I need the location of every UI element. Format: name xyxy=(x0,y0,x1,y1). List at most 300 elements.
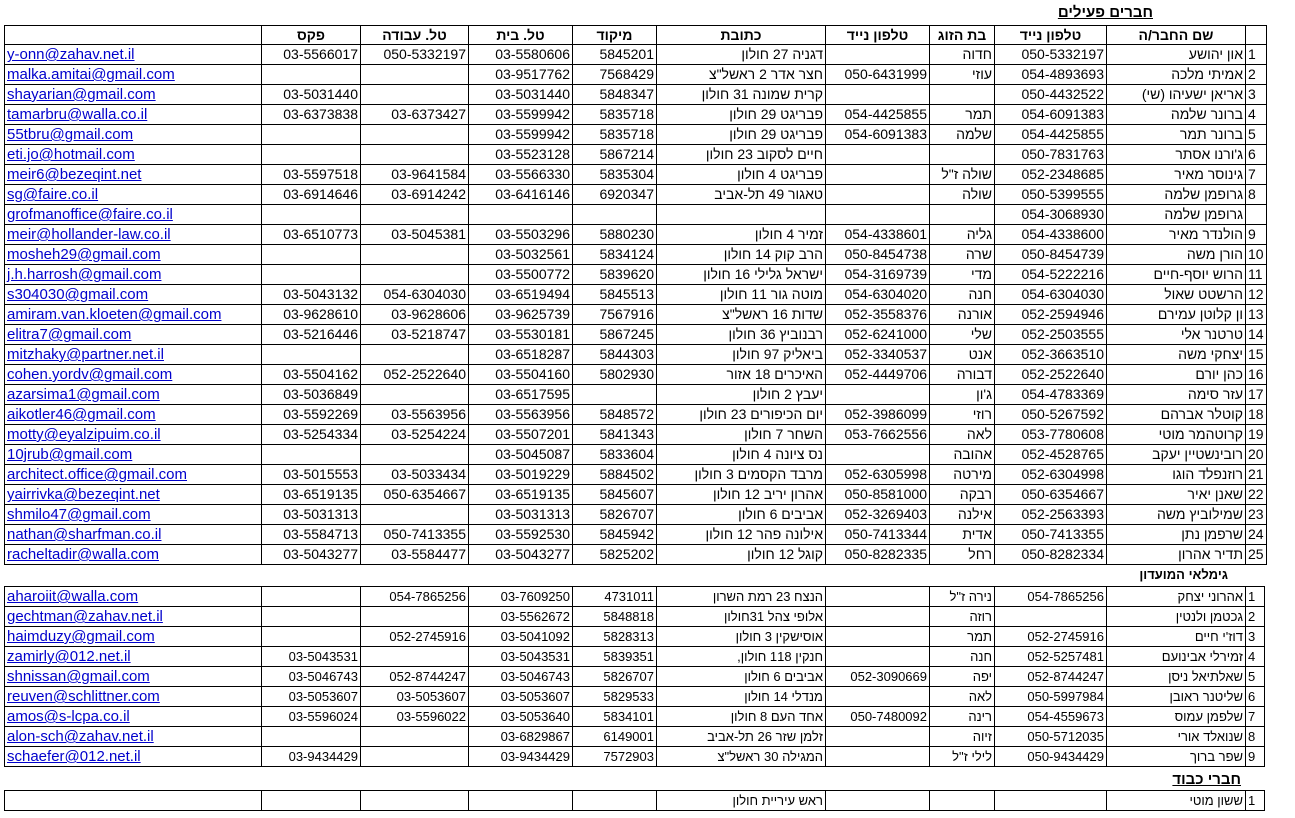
zip-cell xyxy=(573,385,657,405)
row-number-cell: 12 xyxy=(1246,285,1267,305)
home-phone-cell: 03-5043531 xyxy=(469,647,573,667)
member-row xyxy=(5,365,1267,385)
veteran-row xyxy=(5,627,1265,647)
work-phone-cell xyxy=(361,345,469,365)
email-cell[interactable]: j.h.harrosh@gmail.com xyxy=(5,265,262,285)
zip-cell: 5834101 xyxy=(573,707,657,727)
row-number-cell: 25 xyxy=(1246,545,1267,565)
member-row xyxy=(5,325,1267,345)
work-phone-cell: 054-7865256 xyxy=(361,587,469,607)
zip-cell: 5884502 xyxy=(573,465,657,485)
mobile-cell: 050-5997984 xyxy=(995,687,1107,707)
spouse-mobile-cell: 052-6241000 xyxy=(826,325,930,345)
email-cell[interactable]: eti.jo@hotmail.com xyxy=(5,145,262,165)
row-number-cell: 1 xyxy=(1246,45,1267,65)
address-cell: אחד העם 8 חולון xyxy=(657,707,826,727)
fax-cell: 03-5596024 xyxy=(262,707,361,727)
address-cell: אוסישקין 3 חולון xyxy=(657,627,826,647)
zip-cell: 5839620 xyxy=(573,265,657,285)
fax-cell xyxy=(262,145,361,165)
home-phone-cell: 03-5503296 xyxy=(469,225,573,245)
mobile-cell: 052-2522640 xyxy=(995,365,1107,385)
address-cell: ישראל גלילי 16 חולון xyxy=(657,265,826,285)
member-row xyxy=(5,445,1267,465)
spouse-mobile-cell: 054-4338601 xyxy=(826,225,930,245)
name-cell: זמירלי אבינועם xyxy=(1107,647,1246,667)
address-cell: ראש עיריית חולון xyxy=(657,791,826,811)
name-cell: אהרוני יצחק xyxy=(1107,587,1246,607)
work-phone-cell: 03-5596022 xyxy=(361,707,469,727)
row-number-cell: 8 xyxy=(1246,727,1265,747)
zip-cell: 5845513 xyxy=(573,285,657,305)
fax-cell: 03-5031440 xyxy=(262,85,361,105)
email-cell[interactable]: mitzhaky@partner.net.il xyxy=(5,345,262,365)
row-number-cell: 1 xyxy=(1246,587,1265,607)
honorary-row xyxy=(5,791,1265,811)
home-phone-cell: 03-5599942 xyxy=(469,105,573,125)
home-phone-cell: 03-9517762 xyxy=(469,65,573,85)
home-phone-cell: 03-5031440 xyxy=(469,85,573,105)
veterans-title: גימלאי המועדון xyxy=(1139,567,1228,582)
email-cell[interactable]: grofmanoffice@faire.co.il xyxy=(5,205,262,225)
email-cell[interactable]: malka.amitai@gmail.com xyxy=(5,65,262,85)
spouse-cell: חדוה xyxy=(930,45,995,65)
spouse-mobile-cell xyxy=(826,185,930,205)
zip-cell: 5835718 xyxy=(573,105,657,125)
email-cell[interactable]: y-onn@zahav.net.il xyxy=(5,45,262,65)
row-number-cell: 9 xyxy=(1246,747,1265,767)
mobile-cell: 054-4338600 xyxy=(995,225,1107,245)
mobile-cell: 054-4783369 xyxy=(995,385,1107,405)
row-number-cell: 9 xyxy=(1246,225,1267,245)
member-row xyxy=(5,545,1267,565)
honorary-table xyxy=(4,790,1265,811)
member-row xyxy=(5,405,1267,425)
zip-cell: 5802930 xyxy=(573,365,657,385)
address-cell: הרב קוק 14 חולון xyxy=(657,245,826,265)
member-row xyxy=(5,305,1267,325)
mobile-cell: 054-4893693 xyxy=(995,65,1107,85)
home-phone-cell: 03-6519494 xyxy=(469,285,573,305)
address-cell: קרית שמונה 31 חולון xyxy=(657,85,826,105)
name-cell: גרופמן שלמה xyxy=(1107,205,1246,225)
mobile-cell: 054-3068930 xyxy=(995,205,1107,225)
spouse-cell: חנה xyxy=(930,647,995,667)
header-spouse: בת הזוג xyxy=(930,26,995,45)
zip-cell: 5848818 xyxy=(573,607,657,627)
spouse-cell xyxy=(930,85,995,105)
member-row xyxy=(5,525,1267,545)
work-phone-cell: 050-7413355 xyxy=(361,525,469,545)
fax-cell: 03-5031313 xyxy=(262,505,361,525)
email-cell[interactable]: mosheh29@gmail.com xyxy=(5,245,262,265)
member-row xyxy=(5,125,1267,145)
zip-cell: 5825202 xyxy=(573,545,657,565)
email-cell[interactable]: cohen.yordv@gmail.com xyxy=(5,365,262,385)
name-cell: גרופמן שלמה xyxy=(1107,185,1246,205)
address-cell: מרבד הקסמים 3 חולון xyxy=(657,465,826,485)
member-row xyxy=(5,245,1267,265)
spouse-mobile-cell xyxy=(826,165,930,185)
email-cell[interactable]: amiram.van.kloeten@gmail.com xyxy=(5,305,262,325)
mobile-cell: 050-5267592 xyxy=(995,405,1107,425)
email-cell[interactable]: azarsima1@gmail.com xyxy=(5,385,262,405)
fax-cell xyxy=(262,727,361,747)
row-number-cell: 6 xyxy=(1246,687,1265,707)
fax-cell xyxy=(262,265,361,285)
email-cell[interactable]: aikotler46@gmail.com xyxy=(5,405,262,425)
veteran-row xyxy=(5,707,1265,727)
zip-cell: 5880230 xyxy=(573,225,657,245)
zip-cell: 5844303 xyxy=(573,345,657,365)
row-number-cell: 22 xyxy=(1246,485,1267,505)
header-home-phone: טל. בית xyxy=(469,26,573,45)
spouse-mobile-cell: 054-3169739 xyxy=(826,265,930,285)
fax-cell: 03-6914646 xyxy=(262,185,361,205)
email-cell[interactable]: gechtman@zahav.net.il xyxy=(5,607,262,627)
fax-cell: 03-5053607 xyxy=(262,687,361,707)
header-zip: מיקוד xyxy=(573,26,657,45)
name-cell: שמילוביץ משה xyxy=(1107,505,1246,525)
name-cell: קרוטהמר מוטי xyxy=(1107,425,1246,445)
zip-cell: 5834124 xyxy=(573,245,657,265)
name-cell: הולנדר מאיר xyxy=(1107,225,1246,245)
email-cell[interactable]: schaefer@012.net.il xyxy=(5,747,262,767)
active-members-table xyxy=(4,25,1267,565)
name-cell: אמיתי מלכה xyxy=(1107,65,1246,85)
spouse-cell: רבקה xyxy=(930,485,995,505)
row-number-cell: 17 xyxy=(1246,385,1267,405)
mobile-cell: 052-2348685 xyxy=(995,165,1107,185)
spouse-cell: מירטה xyxy=(930,465,995,485)
work-phone-cell: 050-5332197 xyxy=(361,45,469,65)
name-cell: ג'ורנו אסתר xyxy=(1107,145,1246,165)
spouse-cell xyxy=(930,791,995,811)
email-cell[interactable]: meir@hollander-law.co.il xyxy=(5,225,262,245)
zip-cell: 5867214 xyxy=(573,145,657,165)
fax-cell: 03-5597518 xyxy=(262,165,361,185)
row-number-cell: 16 xyxy=(1246,365,1267,385)
fax-cell: 03-5254334 xyxy=(262,425,361,445)
fax-cell: 03-5592269 xyxy=(262,405,361,425)
zip-cell: 5845607 xyxy=(573,485,657,505)
mobile-cell: 050-8454739 xyxy=(995,245,1107,265)
work-phone-cell: 03-5254224 xyxy=(361,425,469,445)
mobile-cell: 054-6304030 xyxy=(995,285,1107,305)
zip-cell: 5867245 xyxy=(573,325,657,345)
email-cell[interactable]: 10jrub@gmail.com xyxy=(5,445,262,465)
address-cell: רבנוביץ 36 חולון xyxy=(657,325,826,345)
row-number-cell: 24 xyxy=(1246,525,1267,545)
email-cell[interactable]: alon-sch@zahav.net.il xyxy=(5,727,262,747)
work-phone-cell: 03-6914242 xyxy=(361,185,469,205)
home-phone-cell: 03-5041092 xyxy=(469,627,573,647)
row-number-cell: 18 xyxy=(1246,405,1267,425)
spouse-mobile-cell: 054-4425855 xyxy=(826,105,930,125)
work-phone-cell xyxy=(361,265,469,285)
mobile-cell: 053-7780608 xyxy=(995,425,1107,445)
mobile-cell xyxy=(995,607,1107,627)
email-cell[interactable]: sg@faire.co.il xyxy=(5,185,262,205)
row-number-cell: 14 xyxy=(1246,325,1267,345)
address-cell: נס ציונה 4 חולון xyxy=(657,445,826,465)
zip-cell: 4731011 xyxy=(573,587,657,607)
email-cell[interactable]: racheltadir@walla.com xyxy=(5,545,262,565)
address-cell: טאגור 49 תל-אביב xyxy=(657,185,826,205)
address-cell: אלופי צהל 31חולון xyxy=(657,607,826,627)
name-cell: שרפמן נתן xyxy=(1107,525,1246,545)
spouse-cell: אהובה xyxy=(930,445,995,465)
address-cell: פבריגט 29 חולון xyxy=(657,125,826,145)
name-cell: שלפמן עמוס xyxy=(1107,707,1246,727)
fax-cell: 03-6373838 xyxy=(262,105,361,125)
fax-cell: 03-9434429 xyxy=(262,747,361,767)
work-phone-cell: 052-2522640 xyxy=(361,365,469,385)
home-phone-cell: 03-6829867 xyxy=(469,727,573,747)
home-phone-cell: 03-5031313 xyxy=(469,505,573,525)
zip-cell xyxy=(573,205,657,225)
fax-cell: 03-6510773 xyxy=(262,225,361,245)
row-number-cell: 13 xyxy=(1246,305,1267,325)
row-number-cell: 2 xyxy=(1246,65,1267,85)
active-members-title: חברים פעילים xyxy=(1057,4,1153,21)
row-number-cell: 3 xyxy=(1246,627,1265,647)
mobile-cell: 052-2563393 xyxy=(995,505,1107,525)
work-phone-cell xyxy=(361,727,469,747)
home-phone-cell: 03-5053607 xyxy=(469,687,573,707)
zip-cell: 6149001 xyxy=(573,727,657,747)
name-cell: שפר ברוך xyxy=(1107,747,1246,767)
email-cell[interactable]: shmilo47@gmail.com xyxy=(5,505,262,525)
address-cell: זלמן שזר 26 תל-אביב xyxy=(657,727,826,747)
spouse-mobile-cell: 054-6304020 xyxy=(826,285,930,305)
spouse-mobile-cell: 050-8581000 xyxy=(826,485,930,505)
name-cell: הרשטט שאול xyxy=(1107,285,1246,305)
spouse-mobile-cell xyxy=(826,45,930,65)
fax-cell: 03-5015553 xyxy=(262,465,361,485)
fax-cell xyxy=(262,345,361,365)
row-number-cell: 4 xyxy=(1246,647,1265,667)
work-phone-cell xyxy=(361,791,469,811)
name-cell: און יהושע xyxy=(1107,45,1246,65)
member-row xyxy=(5,345,1267,365)
spouse-cell: חנה xyxy=(930,285,995,305)
spouse-mobile-cell: 052-4449706 xyxy=(826,365,930,385)
home-phone-cell xyxy=(469,791,573,811)
address-cell: קוגל 12 חולון xyxy=(657,545,826,565)
name-cell: קוטלר אברהם xyxy=(1107,405,1246,425)
address-cell: המגילה 30 ראשל"צ xyxy=(657,747,826,767)
spouse-mobile-cell xyxy=(826,85,930,105)
zip-cell: 5826707 xyxy=(573,505,657,525)
mobile-cell: 052-8744247 xyxy=(995,667,1107,687)
email-cell[interactable]: motty@eyalzipuim.co.il xyxy=(5,425,262,445)
spouse-mobile-cell xyxy=(826,587,930,607)
row-number-cell: 11 xyxy=(1246,265,1267,285)
row-number-cell: 8 xyxy=(1246,185,1267,205)
address-cell: יום הכיפורים 23 חולון xyxy=(657,405,826,425)
mobile-cell: 052-3663510 xyxy=(995,345,1107,365)
spouse-mobile-cell: 052-3090669 xyxy=(826,667,930,687)
name-cell: שנואלד אורי xyxy=(1107,727,1246,747)
mobile-cell: 054-4425855 xyxy=(995,125,1107,145)
fax-cell: 03-5046743 xyxy=(262,667,361,687)
header-email xyxy=(5,26,262,45)
row-number-cell: 21 xyxy=(1246,465,1267,485)
work-phone-cell: 03-5045381 xyxy=(361,225,469,245)
email-cell[interactable]: zamirly@012.net.il xyxy=(5,647,262,667)
spouse-mobile-cell: 052-3558376 xyxy=(826,305,930,325)
fax-cell xyxy=(262,65,361,85)
name-cell: יצחקי משה xyxy=(1107,345,1246,365)
email-cell[interactable]: 55tbru@gmail.com xyxy=(5,125,262,145)
work-phone-cell: 03-5584477 xyxy=(361,545,469,565)
row-number-cell: 20 xyxy=(1246,445,1267,465)
mobile-cell: 050-5712035 xyxy=(995,727,1107,747)
spouse-mobile-cell: 050-7413344 xyxy=(826,525,930,545)
spouse-cell: נירה ז"ל xyxy=(930,587,995,607)
row-number-cell: 4 xyxy=(1246,105,1267,125)
work-phone-cell: 03-5218747 xyxy=(361,325,469,345)
email-cell[interactable]: amos@s-lcpa.co.il xyxy=(5,707,262,727)
zip-cell: 5839351 xyxy=(573,647,657,667)
address-cell: דגניה 27 חולון xyxy=(657,45,826,65)
spouse-cell: רוזה xyxy=(930,607,995,627)
mobile-cell: 052-2503555 xyxy=(995,325,1107,345)
spouse-mobile-cell xyxy=(826,727,930,747)
spouse-mobile-cell xyxy=(826,687,930,707)
address-cell: חצר אדר 2 ראשל"צ xyxy=(657,65,826,85)
fax-cell: 03-5036849 xyxy=(262,385,361,405)
spouse-mobile-cell xyxy=(826,791,930,811)
spouse-mobile-cell xyxy=(826,647,930,667)
spouse-cell: רוזי xyxy=(930,405,995,425)
fax-cell xyxy=(262,627,361,647)
work-phone-cell xyxy=(361,205,469,225)
spouse-cell: אילנה xyxy=(930,505,995,525)
fax-cell: 03-5216446 xyxy=(262,325,361,345)
address-cell: מוטה גור 11 חולון xyxy=(657,285,826,305)
work-phone-cell: 052-2745916 xyxy=(361,627,469,647)
header-row xyxy=(5,26,1267,45)
email-cell[interactable]: reuven@schlittner.com xyxy=(5,687,262,707)
spouse-cell: מדי xyxy=(930,265,995,285)
veteran-row xyxy=(5,587,1265,607)
member-row xyxy=(5,145,1267,165)
spouse-cell xyxy=(930,145,995,165)
work-phone-cell: 03-9641584 xyxy=(361,165,469,185)
work-phone-cell: 052-8744247 xyxy=(361,667,469,687)
address-cell: שדות 16 ראשל"צ xyxy=(657,305,826,325)
zip-cell: 5845201 xyxy=(573,45,657,65)
address-cell: פבריגט 4 חולון xyxy=(657,165,826,185)
email-cell[interactable]: nathan@sharfman.co.il xyxy=(5,525,262,545)
spouse-mobile-cell: 053-7662556 xyxy=(826,425,930,445)
mobile-cell: 052-2594946 xyxy=(995,305,1107,325)
spouse-cell: תמר xyxy=(930,105,995,125)
spouse-mobile-cell: 052-3269403 xyxy=(826,505,930,525)
spouse-cell: דבורה xyxy=(930,365,995,385)
email-cell[interactable]: s304030@gmail.com xyxy=(5,285,262,305)
row-number-cell: 5 xyxy=(1246,125,1267,145)
spouse-cell: לאה xyxy=(930,687,995,707)
work-phone-cell: 03-6373427 xyxy=(361,105,469,125)
zip-cell xyxy=(573,791,657,811)
row-number-cell: 1 xyxy=(1246,791,1265,811)
spouse-mobile-cell: 052-6305998 xyxy=(826,465,930,485)
email-cell[interactable]: aharoiit@walla.com xyxy=(5,587,262,607)
home-phone-cell: 03-5045087 xyxy=(469,445,573,465)
row-number-cell: 15 xyxy=(1246,345,1267,365)
email-cell[interactable]: yairrivka@bezeqint.net xyxy=(5,485,262,505)
spouse-mobile-cell xyxy=(826,445,930,465)
zip-cell: 5848347 xyxy=(573,85,657,105)
mobile-cell: 050-7831763 xyxy=(995,145,1107,165)
home-phone-cell: 03-5563956 xyxy=(469,405,573,425)
email-cell[interactable]: elitra7@gmail.com xyxy=(5,325,262,345)
email-cell[interactable]: tamarbru@walla.co.il xyxy=(5,105,262,125)
spouse-cell: רחל xyxy=(930,545,995,565)
member-row xyxy=(5,425,1267,445)
member-row xyxy=(5,385,1267,405)
home-phone-cell: 03-5507201 xyxy=(469,425,573,445)
email-cell[interactable]: haimduzy@gmail.com xyxy=(5,627,262,647)
spouse-mobile-cell xyxy=(826,607,930,627)
row-number-cell: 2 xyxy=(1246,607,1265,627)
spouse-mobile-cell xyxy=(826,205,930,225)
address-cell: חיים לסקוב 23 חולון xyxy=(657,145,826,165)
email-cell[interactable]: shnissan@gmail.com xyxy=(5,667,262,687)
home-phone-cell: 03-5562672 xyxy=(469,607,573,627)
spouse-cell: לילי ז"ל xyxy=(930,747,995,767)
address-cell: יעבץ 2 חולון xyxy=(657,385,826,405)
header-number xyxy=(1246,26,1267,45)
spouse-mobile-cell: 050-8282335 xyxy=(826,545,930,565)
honorary-title: חברי כבוד xyxy=(1172,771,1241,788)
address-cell: זמיר 4 חולון xyxy=(657,225,826,245)
home-phone-cell: 03-5592530 xyxy=(469,525,573,545)
address-cell xyxy=(657,205,826,225)
spouse-mobile-cell xyxy=(826,385,930,405)
row-number-cell: 7 xyxy=(1246,165,1267,185)
zip-cell: 5835718 xyxy=(573,125,657,145)
email-cell[interactable]: shayarian@gmail.com xyxy=(5,85,262,105)
home-phone-cell: 03-5566330 xyxy=(469,165,573,185)
work-phone-cell xyxy=(361,505,469,525)
name-cell: שליטנר ראובן xyxy=(1107,687,1246,707)
address-cell: אילונה פהר 12 חולון xyxy=(657,525,826,545)
name-cell: אריאן ישעיהו (שי) xyxy=(1107,85,1246,105)
name-cell: תדיר אהרון xyxy=(1107,545,1246,565)
home-phone-cell: 03-6518287 xyxy=(469,345,573,365)
address-cell: אביבים 6 חולון xyxy=(657,667,826,687)
home-phone-cell: 03-9434429 xyxy=(469,747,573,767)
email-cell[interactable]: meir6@bezeqint.net xyxy=(5,165,262,185)
name-cell: שאלתיאל ניסן xyxy=(1107,667,1246,687)
home-phone-cell: 03-5032561 xyxy=(469,245,573,265)
home-phone-cell: 03-5053640 xyxy=(469,707,573,727)
home-phone-cell: 03-6519135 xyxy=(469,485,573,505)
work-phone-cell: 054-6304030 xyxy=(361,285,469,305)
home-phone-cell: 03-5599942 xyxy=(469,125,573,145)
email-cell[interactable]: architect.office@gmail.com xyxy=(5,465,262,485)
home-phone-cell: 03-5580606 xyxy=(469,45,573,65)
work-phone-cell: 03-5053607 xyxy=(361,687,469,707)
name-cell: הורן משה xyxy=(1107,245,1246,265)
home-phone-cell: 03-5046743 xyxy=(469,667,573,687)
mobile-cell: 052-6304998 xyxy=(995,465,1107,485)
work-phone-cell xyxy=(361,445,469,465)
